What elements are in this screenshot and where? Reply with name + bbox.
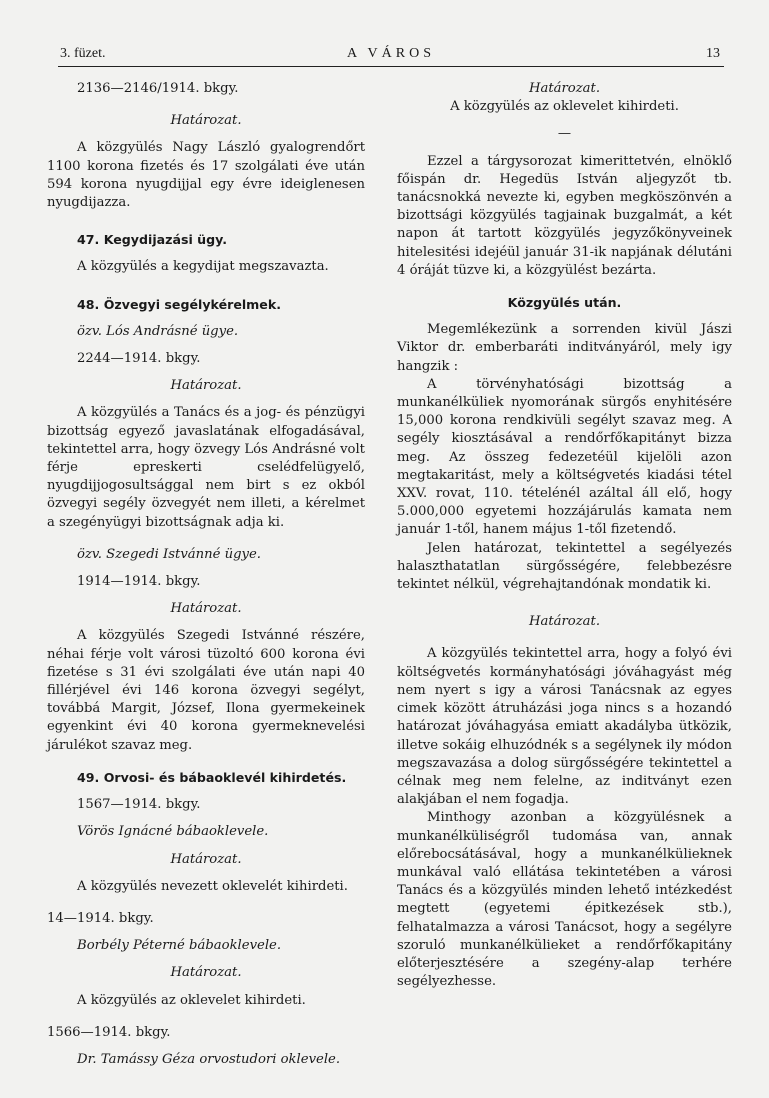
- right-column: [397, 80, 732, 991]
- paragraph: A közgyülés a kegydijat megszavazta.: [77, 259, 329, 275]
- paragraph: Megemlékezünk a sorrenden kivül Jászi Viktor dr. emberbaráti inditványáról, mely igy hangzik :: [397, 322, 732, 374]
- decision-heading: Határozat.: [170, 601, 242, 617]
- issue-number: 3. füzet.: [60, 46, 106, 61]
- running-header: [58, 44, 724, 67]
- case-number: 1914—1914. bkgy.: [77, 574, 201, 590]
- left-column: [47, 80, 365, 1069]
- paragraph: A közgyülés az oklevelet kihirdeti.: [450, 99, 679, 115]
- case-title: özv. Szegedi Istvánné ügye.: [77, 546, 261, 562]
- paragraph: Ezzel a tárgysorozat kimerittetvén, elnöklő főispán dr. Hegedüs István aljegyzőt tb. tanácsnokká nevezte ki, egyben megköszönvén a bizottsági közgyülés tagjainak buzgalmát, a két napon át tartott közgyülés jegyzőkönyveinek hitelesitési idejéül január 31-ik napjának délutáni 4 óráját tüzve ki, a közgyülést bezárta.: [397, 153, 732, 278]
- journal-title: A VÁROS: [346, 46, 436, 61]
- paragraph: Minthogy azonban a közgyülésnek a munkanélküliségről tudomása van, annak előrebocsátásával, hogy a munkanélkülieknek munkával való ellátása tekintetében a városi Tanács és a közgyülés minden lehető intézkedést megtett (egyetemi épitkezések stb.), felhatalmazza a városi Tanácsot, hogy a segélyre szoruló munkanélkülieket a rendőrfőkapitány előterjesztésére a szegény-alap terhére segélyezhesse.: [397, 810, 732, 990]
- paragraph: A közgyülés Nagy László gyalogrendőrt 1100 korona fizetés és 17 szolgálati éve után 594 korona nyugdijjal egy évre ideiglenesen nyugdijazza.: [47, 140, 365, 211]
- decision-heading: Határozat.: [528, 81, 601, 96]
- paragraph: A közgyülés Szegedi Istvánné részére, néhai férje volt városi tüzoltó 600 korona évi fizetése s 31 évi szolgálati éve után napi 40 fillérjével évi 146 korona özvegyi segélyt, továbbá Margit, József, Ilona gyermekeinek egyenkint évi 40 korona gyermeknevelési járulékot szavaz meg.: [47, 628, 365, 753]
- paragraph: A közgyülés a Tanács és a jog- és pénzügyi bizottság egyező javaslatának elfogadásával, tekintettel arra, hogy özvegy Lós Andrásné volt férje epreskerti cselédfelügyelő, nyugdijjogosultsággal nem birt s ez okból özvegyi segély özvegyét nem illeti, a kérelmet a szegényügyi bizottságnak adja ki.: [47, 405, 365, 530]
- decision-heading: Határozat.: [170, 965, 242, 981]
- decision-heading: Határozat.: [528, 614, 601, 630]
- paragraph: A közgyülés az oklevelet kihirdeti.: [77, 992, 306, 1008]
- case-number: 1566—1914. bkgy.: [47, 1024, 171, 1040]
- decision-heading: Határozat.: [170, 851, 242, 867]
- case-title: özv. Lós Andrásné ügye.: [77, 323, 239, 339]
- separator-dash: —: [557, 126, 572, 142]
- paragraph: Jelen határozat, tekintettel a segélyezés halaszthatatlan sürgősségére, felebbezésre tekintet nélkül, végrehajtandónak mondatik ki.: [397, 540, 732, 593]
- case-number: 14—1914. bkgy.: [47, 910, 154, 926]
- case-title: Dr. Tamássy Géza orvostudori oklevele.: [77, 1051, 341, 1067]
- case-number: 2244—1914. bkgy.: [77, 351, 201, 367]
- decision-heading: Határozat.: [170, 113, 242, 129]
- case-number: 2136—2146/1914. bkgy.: [77, 81, 239, 96]
- case-title: Vörös Ignácné bábaoklevele.: [77, 824, 269, 840]
- paragraph: A közgyülés nevezett oklevelét kihirdeti.: [77, 878, 348, 894]
- paragraph: A közgyülés tekintettel arra, hogy a folyó évi költségvetés kormányhatósági jóváhagyást még nem nyert s igy a városi Tanácsnak az egyes cimek között átruházási joga nincs s a hozandó határozat jóváhagyása emiatt akadályba ütközik, illetve sokáig elhuzódnék s a segélynek ily módon megszavazása a dolog sürgősségére tekintettel a célnak meg nem felelne, az inditványt ezen alakjában el nem fogadja.: [397, 646, 732, 808]
- section-heading: Közgyülés után.: [507, 295, 622, 311]
- paragraph: A törvényhatósági bizottság a munkanélküliek nyomorának sürgős enyhitésére 15,000 korona rendkivüli segélyt szavaz meg. A segély kiosztásával a rendőrfőkapitányt bizza meg. Az összeg fedezetéül kijelöli azon megtakaritást, mely a költségvetés kiadási tétel XXV. rovat, 110. tételénél azáltal áll elő, hogy 5.000,000 egyetemi hozzájárulás kamata nem január 1-től, hanem május 1-től fizetendő.: [397, 376, 732, 538]
- page-number: 13: [706, 46, 720, 61]
- case-title: Borbély Péterné bábaoklevele.: [77, 938, 282, 954]
- section-heading: 49. Orvosi- és bábaoklevél kihirdetés.: [77, 769, 347, 785]
- section-heading: 47. Kegydijazási ügy.: [77, 232, 227, 248]
- case-number: 1567—1914. bkgy.: [77, 797, 201, 813]
- section-heading: 48. Özvegyi segélykérelmek.: [77, 296, 281, 312]
- decision-heading: Határozat.: [170, 378, 242, 394]
